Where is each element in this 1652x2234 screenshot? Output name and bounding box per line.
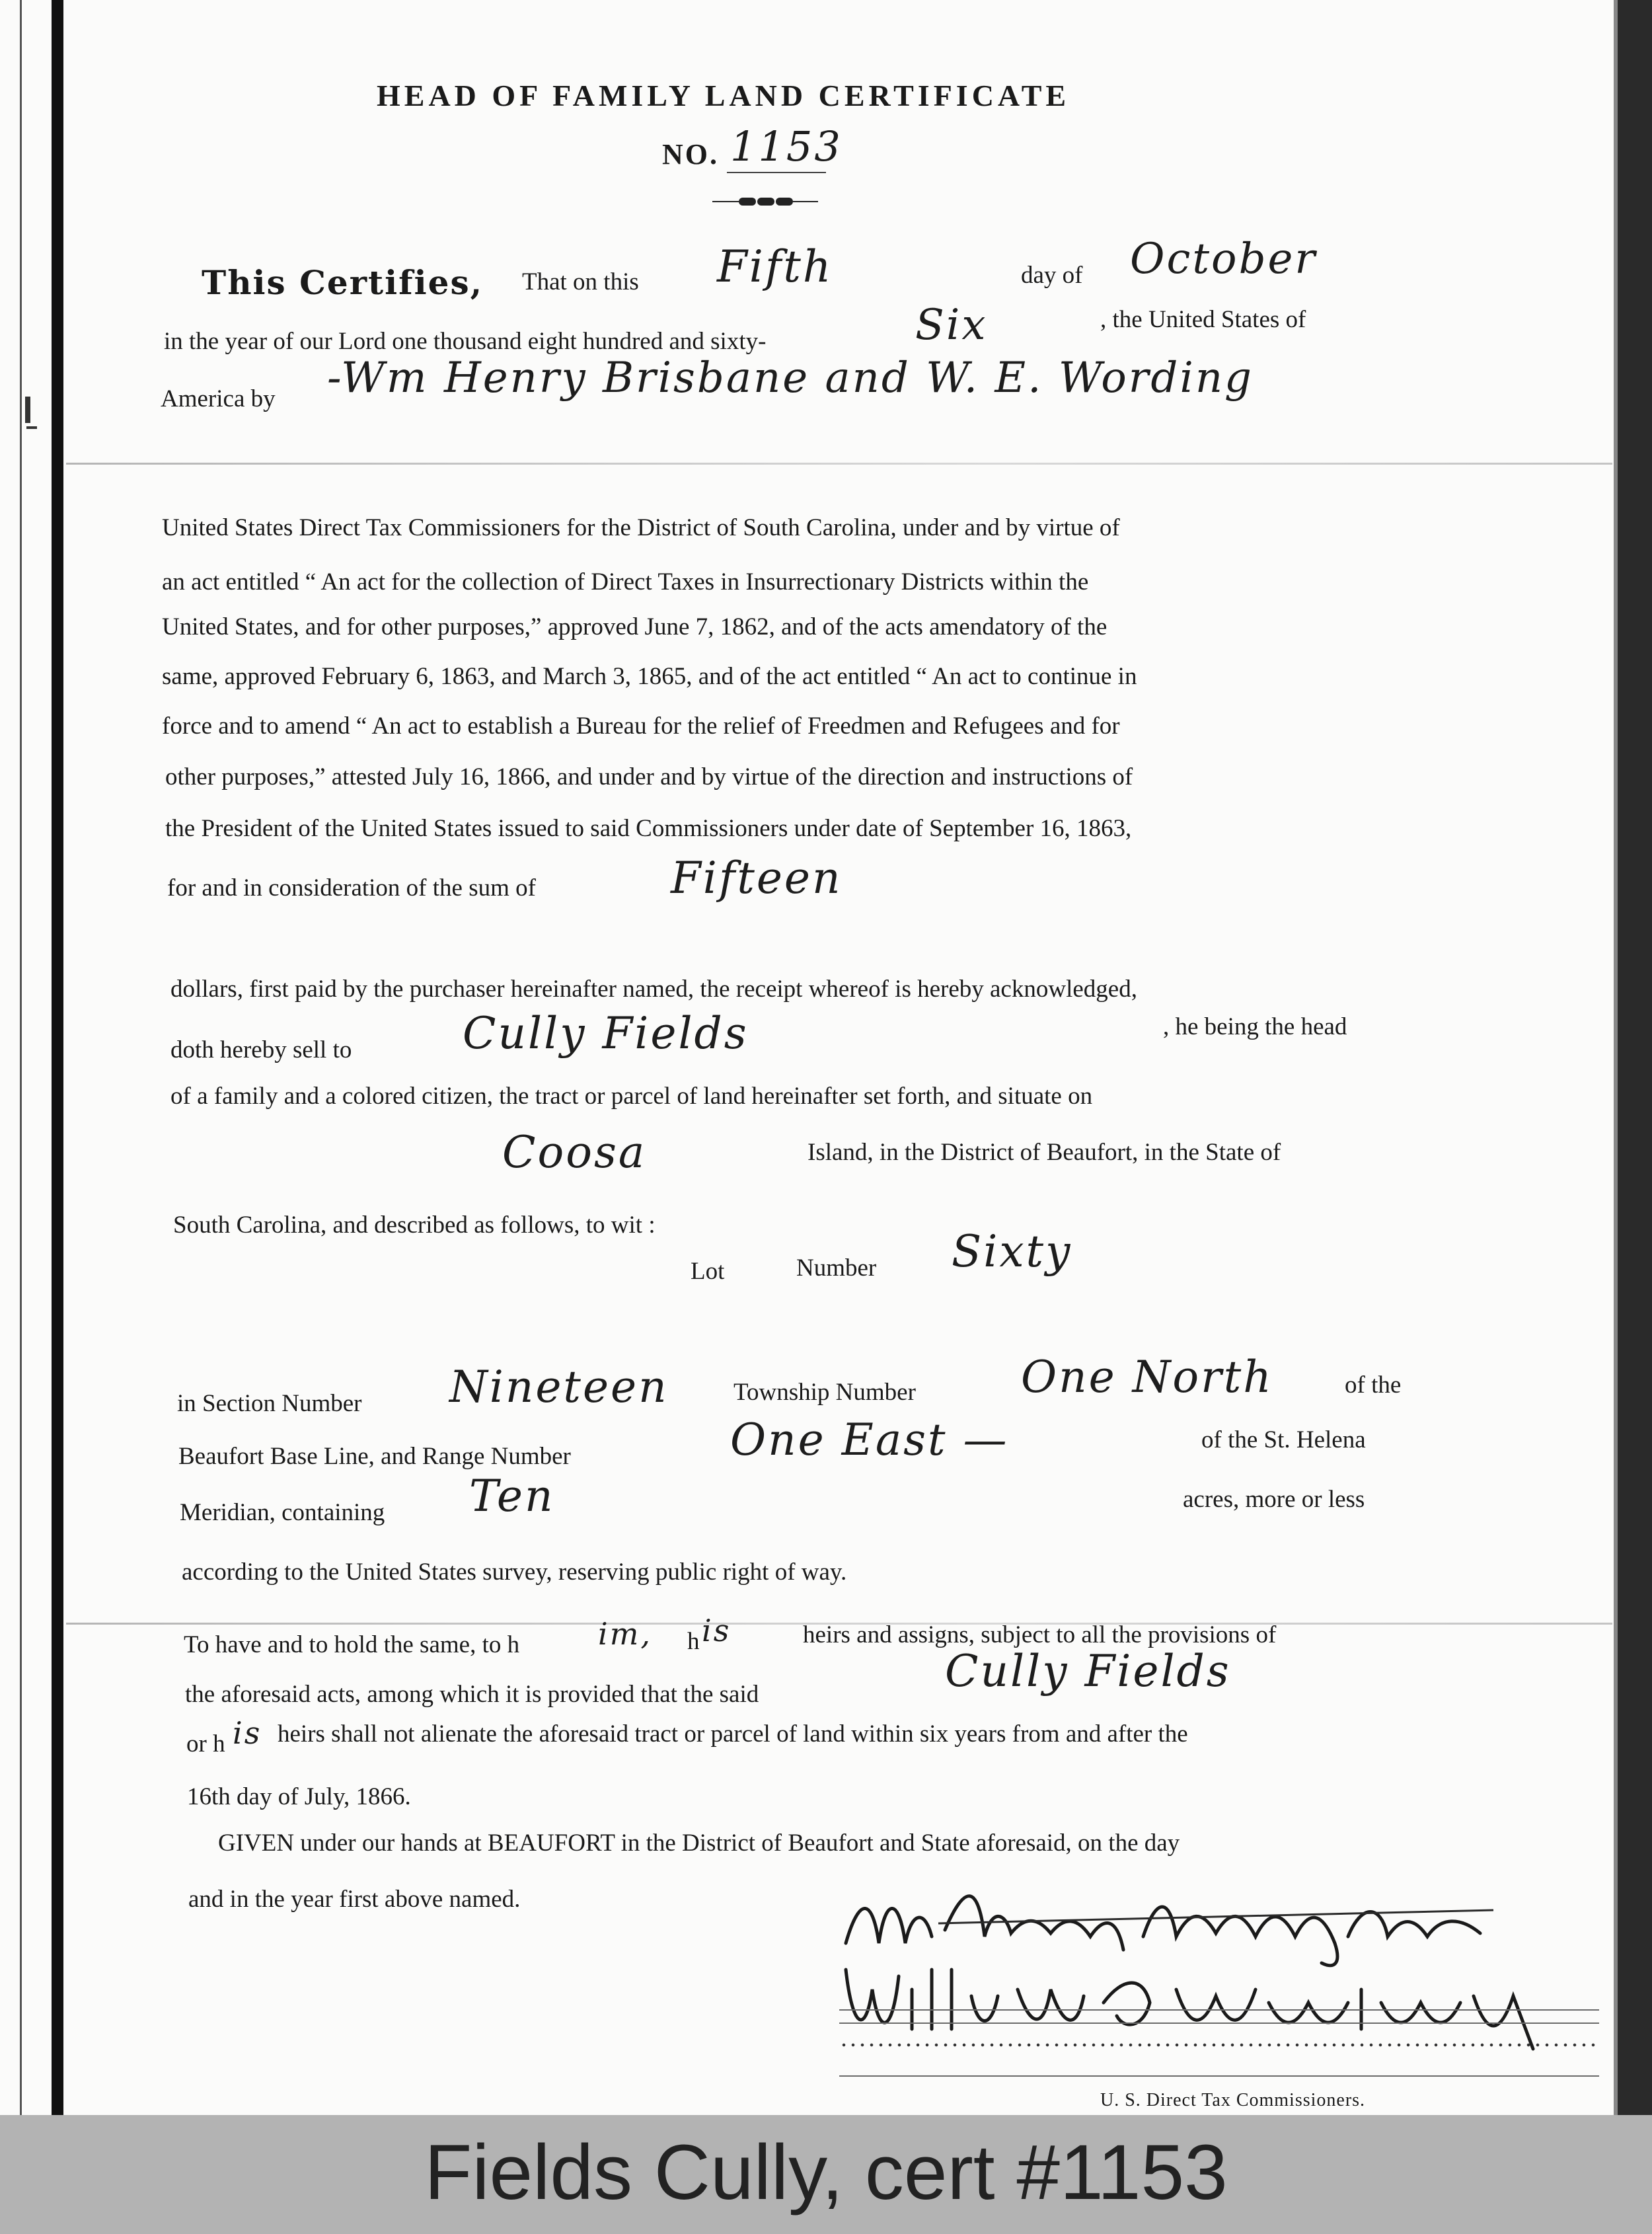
title-ornament: [712, 197, 818, 206]
text-line: America by: [161, 385, 276, 412]
text-line: of the: [1345, 1371, 1402, 1399]
fold-line: [66, 463, 1612, 465]
township-label: Township Number: [733, 1379, 916, 1406]
text-line: Island, in the District of Beaufort, in the State of: [807, 1139, 1281, 1166]
handwritten-commissioners: -Wm Henry Brisbane and W. E. Wording: [327, 354, 1254, 403]
image-caption: Fields Cully, cert #1153: [424, 2129, 1228, 2216]
handwritten-acres: Ten: [469, 1471, 555, 1521]
dotted-signature-line: [839, 2039, 1599, 2051]
handwritten-township: One North: [1021, 1352, 1273, 1403]
text-line: , he being the head: [1163, 1013, 1347, 1040]
text-line: and in the year first above named.: [188, 1886, 521, 1913]
number-underline: [727, 172, 826, 173]
text-line: doth hereby sell to: [170, 1036, 352, 1063]
handwritten-him: im,: [598, 1616, 652, 1652]
text-line: To have and to hold the same, to h: [184, 1631, 520, 1658]
text-line: according to the United States survey, reserving public right of way.: [182, 1559, 847, 1586]
text-line: the aforesaid acts, among which it is provided that the said: [185, 1681, 759, 1708]
text-line: GIVEN under our hands at BEAUFORT in the District of Beaufort and State aforesaid, on the day: [218, 1830, 1180, 1857]
text-line: United States, and for other purposes,” approved June 7, 1862, and of the acts amendatory of the: [162, 613, 1108, 640]
lot-label: Lot: [691, 1258, 725, 1285]
text-line: force and to amend “ An act to establish a Bureau for the relief of Freedmen and Refugees and for: [162, 713, 1120, 740]
page-edge-right: [1618, 0, 1652, 2115]
page-edge-thin: [20, 0, 22, 2115]
margin-mark: [25, 397, 30, 423]
text-line: of the St. Helena: [1201, 1426, 1366, 1453]
handwritten-purchaser-2: Cully Fields: [945, 1646, 1231, 1697]
handwritten-month: October: [1130, 235, 1317, 284]
margin-mark: [26, 426, 37, 429]
text-line: h: [687, 1628, 700, 1655]
text-line: other purposes,” attested July 16, 1866, and under and by virtue of the direction and instructions of: [165, 763, 1133, 790]
signer-label: U. S. Direct Tax Commissioners.: [1100, 2090, 1366, 2110]
text-line: day of: [1021, 262, 1083, 289]
text-line: heirs shall not alienate the aforesaid tract or parcel of land within six years from and after the: [278, 1720, 1188, 1748]
text-line: Beaufort Base Line, and Range Number: [178, 1443, 571, 1470]
text-line: United States Direct Tax Commissioners for the District of South Carolina, under and by virtue of: [162, 514, 1120, 541]
text-line: , the United States of: [1100, 306, 1306, 333]
handwritten-his: is: [702, 1613, 732, 1648]
certificate-number: 1153: [730, 122, 843, 171]
handwritten-sum: Fifteen: [671, 853, 843, 904]
handwritten-island: Coosa: [502, 1127, 647, 1178]
text-line: in the year of our Lord one thousand eight hundred and sixty-: [164, 328, 767, 355]
text-line: 16th day of July, 1866.: [187, 1783, 411, 1810]
text-line: dollars, first paid by the purchaser hereinafter named, the receipt whereof is hereby acknowledged,: [170, 976, 1137, 1003]
text-line: for and in consideration of the sum of: [167, 874, 536, 902]
handwritten-year: Six: [915, 301, 988, 350]
opening-phrase: This Certifies,: [202, 263, 484, 302]
handwritten-section: Nineteen: [449, 1362, 669, 1412]
text-line: South Carolina, and described as follows, to wit :: [173, 1212, 656, 1239]
section-label: in Section Number: [177, 1390, 362, 1417]
text-line: heirs and assigns, subject to all the provisions of: [803, 1621, 1277, 1648]
handwritten-purchaser: Cully Fields: [463, 1008, 749, 1059]
signature-rule: [839, 2009, 1599, 2011]
certificate-number-label: NO.: [662, 138, 719, 171]
certificate-title: HEAD OF FAMILY LAND CERTIFICATE: [377, 79, 1070, 112]
page-binding-edge: [52, 0, 63, 2115]
text-line: the President of the United States issued to said Commissioners under date of September 16, 1863,: [165, 815, 1132, 842]
text-line: an act entitled “ An act for the collection of Direct Taxes in Insurrectionary Districts within the: [162, 568, 1089, 596]
handwritten-lot: Sixty: [952, 1226, 1072, 1277]
text-line: or h: [186, 1730, 225, 1757]
handwritten-day: Fifth: [717, 241, 833, 292]
text-line: That on this: [522, 268, 639, 295]
text-line: of a family and a colored citizen, the tract or parcel of land hereinafter set forth, and situate on: [170, 1083, 1093, 1110]
text-line: acres, more or less: [1183, 1486, 1365, 1513]
number-label: Number: [796, 1254, 877, 1282]
signature-rule: [839, 2075, 1599, 2077]
signature-rule: [839, 2022, 1599, 2024]
handwritten-his-2: is: [233, 1715, 262, 1751]
text-line: Meridian, containing: [180, 1499, 385, 1526]
handwritten-range: One East —: [730, 1414, 1009, 1465]
text-line: same, approved February 6, 1863, and March 3, 1865, and of the act entitled “ An act to continue in: [162, 663, 1137, 690]
